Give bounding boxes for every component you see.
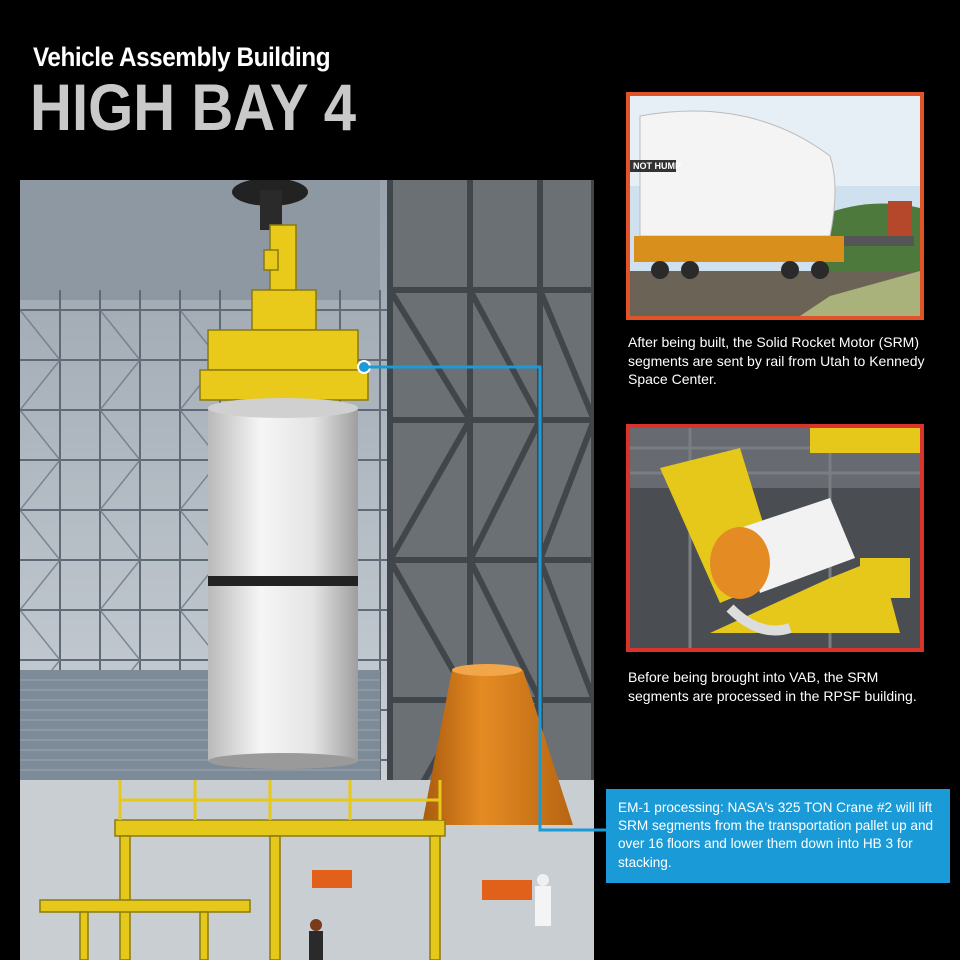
header-subtitle: Vehicle Assembly Building bbox=[33, 42, 331, 72]
rpsf-processing-photo bbox=[626, 424, 924, 652]
high-bay-illustration bbox=[20, 180, 594, 960]
rail-transport-caption: After being built, the Solid Rocket Motor (SRM) segments are sent by rail from Utah to Kennedy Space Center. bbox=[628, 334, 925, 387]
em1-processing-callout: EM-1 processing: NASA's 325 TON Crane #2 will lift SRM segments from the transportation pallet up and over 16 floors and lower them down into HB 3 for stacking. bbox=[606, 789, 950, 883]
rail-car-sign: NOT HUMP bbox=[633, 161, 681, 171]
header-title: HIGH BAY 4 bbox=[30, 70, 357, 144]
rail-transport-photo bbox=[626, 92, 924, 320]
rpsf-processing-caption: Before being brought into VAB, the SRM segments are processed in the RPSF building. bbox=[628, 669, 917, 704]
